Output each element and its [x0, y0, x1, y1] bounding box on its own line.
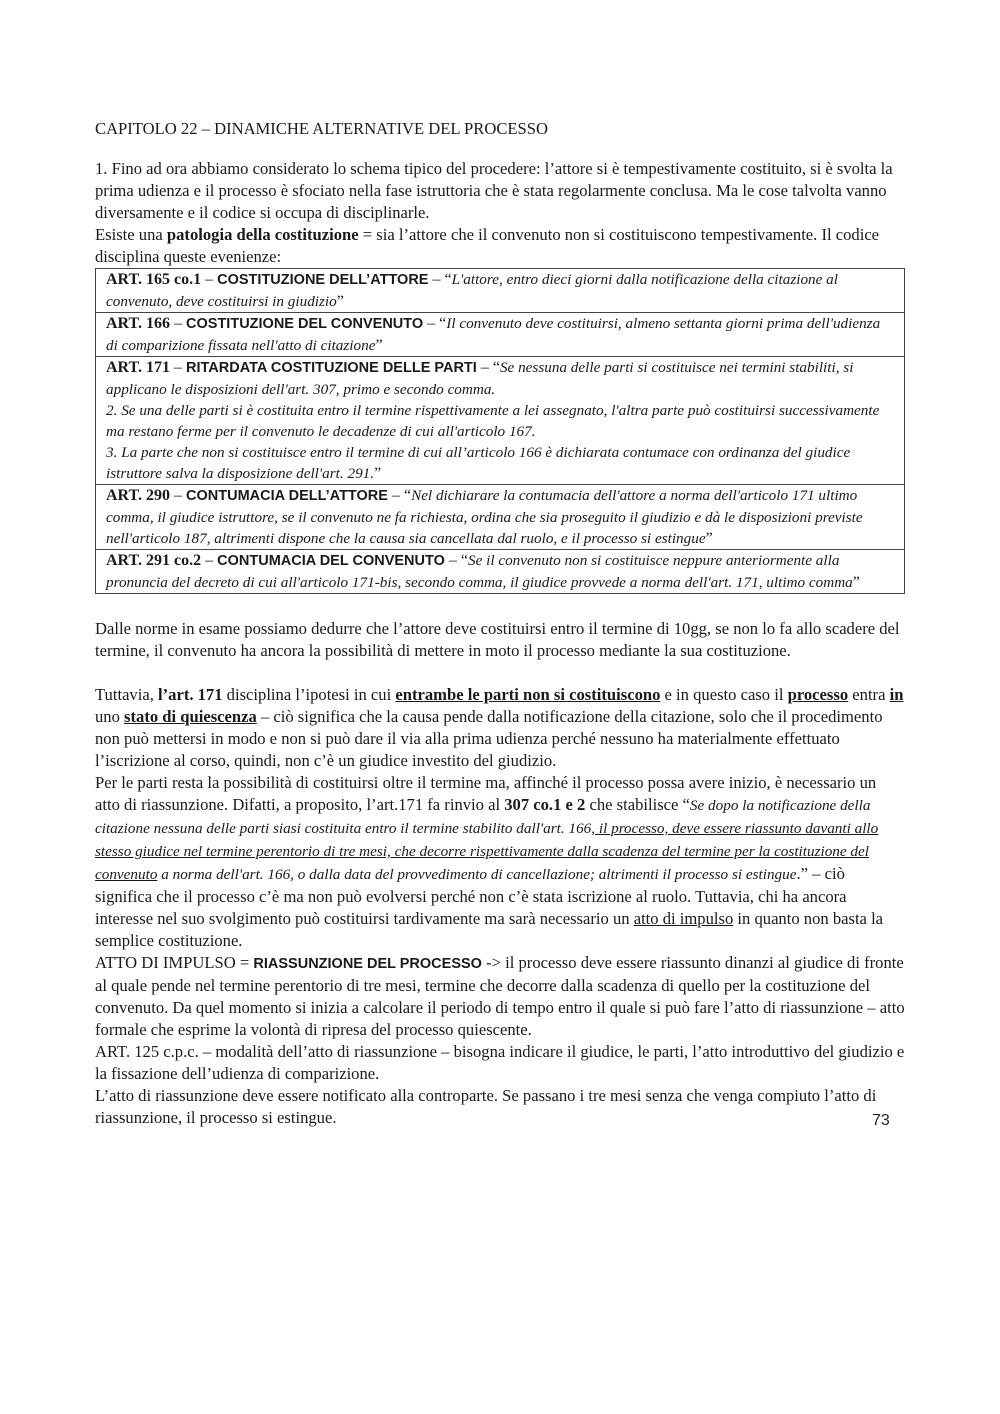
- paragraph-per-le-parti: Per le parti resta la possibilità di costituirsi oltre il termine ma, affinché il processo possa avere inizio, è necessario un atto di riassunzione. Difatti, a proposito, l’art.171 fa rinvio al 307 co.1 e 2 che stabilisce “Se dopo la notificazione della citazione nessuna delle parti siasi costituita entro il termine stabilito dall'art. 166, il processo, deve essere riassunto davanti allo stesso giudice nel termine perentorio di tre mesi, che decorre rispettivamente dalla scadenza del termine per la costituzione del convenuto a norma dell'art. 166, o dalla data del provvedimento di cancellazione; altrimenti il processo si estingue.” – ciò significa che il processo c’è ma non può evolversi perché non c’è stata iscrizione al ruolo. Tuttavia, chi ha ancora interesse nel suo svolgimento può costituirsi tardivamente ma sarà necessario un atto di impulso in quanto non basta la semplice costituzione.: [95, 773, 884, 950]
- paragraph-atto-di-impulso: ATTO DI IMPULSO = RIASSUNZIONE DEL PROCESSO -> il processo deve essere riassunto dinanzi al giudice di fronte al quale pende nel termine perentorio di tre mesi, termine che decorre dalla scadenza di quello per la costituzione del convenuto. Da quel momento si inizia a calcolare il periodo di tempo entro il quale si può fare l’atto di riassunzione – atto formale che esprime la volontà di ripresa del processo quiescente.: [95, 953, 905, 1039]
- article-number: ART. 171: [106, 359, 171, 376]
- article-row-291: ART. 291 co.2 – CONTUMACIA DEL CONVENUTO – “Se il convenuto non si costituisce neppure anteriormente alla pronuncia del decreto di cui all'articolo 171-bis, secondo comma, il giudice provvede a norma dell'art. 171, ultimo comma”: [96, 550, 905, 594]
- paragraph-notifica: L’atto di riassunzione deve essere notificato alla controparte. Se passano i tre mesi senza che venga compiuto l’atto di riassunzione, il processo si estingue.: [95, 1086, 877, 1127]
- article-text-comma-2: 2. Se una delle parti si è costituita entro il termine rispettivamente a lei assegnato, l'altra parte può costituirsi successivamente ma restano ferme per il convenuto le decadenze di cui all'articolo 167.: [106, 402, 880, 440]
- article-heading: RITARDATA COSTITUZIONE DELLE PARTI: [186, 360, 477, 376]
- article-heading: CONTUMACIA DEL CONVENUTO: [217, 553, 445, 569]
- chapter-title: CAPITOLO 22 – DINAMICHE ALTERNATIVE DEL PROCESSO: [95, 119, 548, 138]
- article-text: Se il convenuto non si costituisce neppure anteriormente alla pronuncia del decreto di cui all'articolo 171-bis, secondo comma, il giudice provvede a norma dell'art. 171, ultimo comma: [106, 552, 853, 591]
- article-text: Nel dichiarare la contumacia dell'attore a norma dell'articolo 171 ultimo comma, il giudice istruttore, se il convenuto ne fa richiesta, ordina che sia proseguito il giudizio e dà le disposizioni previste nell'articolo 187, altrimenti dispone che la causa sia cancellata dal ruolo, e il processo si estingue: [106, 487, 863, 547]
- article-row-290: ART. 290 – CONTUMACIA DELL’ATTORE – “Nel dichiarare la contumacia dell'attore a norma dell'articolo 171 ultimo comma, il giudice istruttore, se il convenuto ne fa richiesta, ordina che sia proseguito il giudizio e dà le disposizioni previste nell'articolo 187, altrimenti dispone che la causa sia cancellata dal ruolo, e il processo si estingue”: [96, 485, 905, 550]
- article-number: ART. 290: [106, 487, 171, 504]
- page-content: [95, 118, 905, 1129]
- article-text-comma-3: 3. La parte che non si costituisce entro il termine di cui all’articolo 166 è dichiarata contumace con ordinanza del giudice istruttore salva la disposizione dell'art. 291.: [106, 444, 851, 482]
- article-row-171: ART. 171 – RITARDATA COSTITUZIONE DELLE PARTI – “Se nessuna delle parti si costituisce nei termini stabiliti, si applicano le disposizioni dell'art. 307, primo e secondo comma. 2. Se una delle parti si è costituita entro il termine rispettivamente a lei assegnato, l'altra parte può costituirsi successivamente ma restano ferme per il convenuto le decadenze di cui all'articolo 167. 3. La parte che non si costituisce entro il termine di cui all’articolo 166 è dichiarata contumace con ordinanza del giudice istruttore salva la disposizione dell'art. 291.”: [96, 357, 905, 485]
- article-row-166: ART. 166 – COSTITUZIONE DEL CONVENUTO – “Il convenuto deve costituirsi, almeno settanta giorni prima dell'udienza di comparizione fissata nell'atto di citazione”: [96, 313, 905, 357]
- page-number: 73: [872, 1112, 890, 1129]
- article-heading: COSTITUZIONE DEL CONVENUTO: [186, 316, 424, 332]
- article-text: Il convenuto deve costituirsi, almeno settanta giorni prima dell'udienza di comparizione fissata nell'atto di citazione: [106, 315, 881, 354]
- articles-table: [95, 268, 905, 594]
- article-text: L'attore, entro dieci giorni dalla notificazione della citazione al convenuto, deve costituirsi in giudizio: [106, 271, 838, 310]
- article-row-165: ART. 165 co.1 – COSTITUZIONE DELL’ATTORE – “L'attore, entro dieci giorni dalla notificazione della citazione al convenuto, deve costituirsi in giudizio”: [96, 269, 905, 313]
- article-number: ART. 166: [106, 315, 171, 332]
- paragraph-art-125: ART. 125 c.p.c. – modalità dell’atto di riassunzione – bisogna indicare il giudice, le parti, l’atto introduttivo del giudizio e la fissazione dell’udienza di comparizione.: [95, 1042, 905, 1083]
- article-number: ART. 165 co.1: [106, 271, 202, 288]
- paragraph-tuttavia: Tuttavia, l’art. 171 disciplina l’ipotesi in cui entrambe le parti non si costituiscono e in questo caso il processo entra in uno stato di quiescenza – ciò significa che la causa pende dalla notificazione della citazione, solo che il procedimento non può mettersi in modo e non si può dare il via alla prima udienza perché nessuno ha materialmente effettuato l’iscrizione al corso, quindi, non c’è un giudice investito del giudizio.: [95, 685, 904, 770]
- paragraph-dalle-norme: Dalle norme in esame possiamo dedurre che l’attore deve costituirsi entro il termine di 10gg, se non lo fa allo scadere del termine, il convenuto ha ancora la possibilità di mettere in moto il processo mediante la sua costituzione.: [95, 619, 900, 660]
- pathology-term: patologia della costituzione: [166, 225, 359, 244]
- article-number: ART. 291 co.2: [106, 552, 202, 569]
- article-text: Se nessuna delle parti si costituisce nei termini stabiliti, si applicano le disposizioni dell'art. 307, primo e secondo comma.: [106, 359, 854, 398]
- intro-paragraph: 1. Fino ad ora abbiamo considerato lo schema tipico del procedere: l’attore si è tempestivamente costituito, si è svolta la prima udienza e il processo è sfociato nella fase istruttoria che è stata regolarmente conclusa. Ma le cose talvolta vanno diversamente e il codice si occupa di disciplinarle.: [95, 159, 893, 222]
- article-heading: COSTITUZIONE DELL’ATTORE: [217, 272, 429, 288]
- intro-pathology-paragraph: Esiste una patologia della costituzione = sia l’attore che il convenuto non si costituiscono tempestivamente. Il codice disciplina queste evenienze:: [95, 225, 880, 266]
- article-heading: CONTUMACIA DELL’ATTORE: [186, 488, 388, 504]
